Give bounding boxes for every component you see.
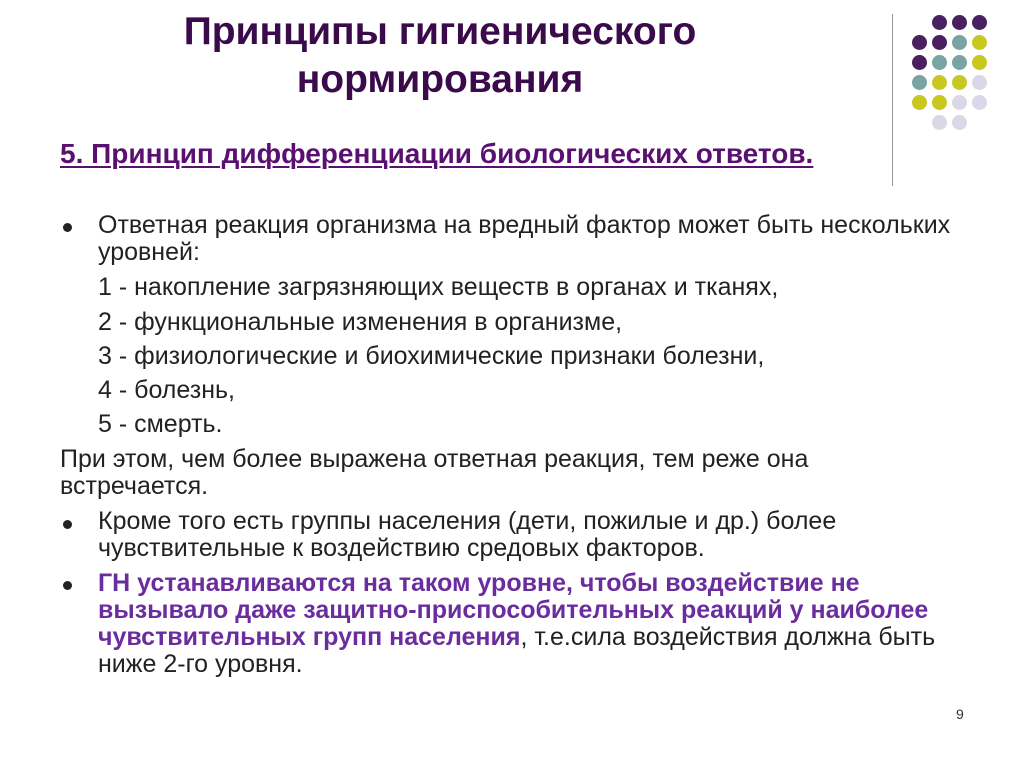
decorative-dot [972,55,987,70]
page-number: 9 [956,706,964,722]
decorative-dot [952,115,967,130]
level-item-2: 2 - функциональные изменения в организме, [98,308,623,336]
decorative-dot [932,15,947,30]
divider-line [892,14,893,186]
decorative-dot [912,95,927,110]
decorative-dot [972,95,987,110]
decorative-dot [932,35,947,50]
decorative-dot [972,75,987,90]
bullet-icon [63,223,72,232]
bullet-text-groups: Кроме того есть группы населения (дети, пожилые и др.) более чувствительные к воздействию средовых факторов. [98,507,837,562]
emphasized-text: ГН устанавливаются на таком уровне, чтобы воздействие не вызывало даже защитно-приспособительных реакций у наиболее чувствительных групп населения [98,569,929,651]
decorative-dot [932,95,947,110]
principle-heading: 5. Принцип дифференциации биологических ответов. [60,138,814,169]
decorative-dot [952,35,967,50]
decorative-dot [932,55,947,70]
decorative-dot [952,75,967,90]
level-item-5: 5 - смерть. [98,410,223,438]
level-item-1: 1 - накопление загрязняющих веществ в органах и тканях, [98,273,779,301]
bullet-text-standards [98,570,958,678]
decorative-dot [952,95,967,110]
bullet-text-response: Ответная реакция организма на вредный фактор может быть нескольких уровней: [98,211,951,266]
decorative-dot [912,75,927,90]
slide-title: Принципы гигиенического нормирования [183,10,697,101]
decorative-dot [972,35,987,50]
level-item-3: 3 - физиологические и биохимические признаки болезни, [98,342,765,370]
decorative-dot [952,15,967,30]
note-text: При этом, чем более выражена ответная реакция, тем реже она встречается. [60,445,809,500]
bullet-text-rest: , т.е.сила воздействия должна быть ниже 2-го уровня. [98,623,936,678]
decorative-dot [932,75,947,90]
decorative-dot [932,115,947,130]
decorative-dot [972,15,987,30]
bullet-icon [63,581,72,590]
decorative-dot [952,55,967,70]
decorative-dot [912,55,927,70]
bullet-icon [63,520,72,529]
decorative-dot [912,35,927,50]
level-item-4: 4 - болезнь, [98,376,235,404]
